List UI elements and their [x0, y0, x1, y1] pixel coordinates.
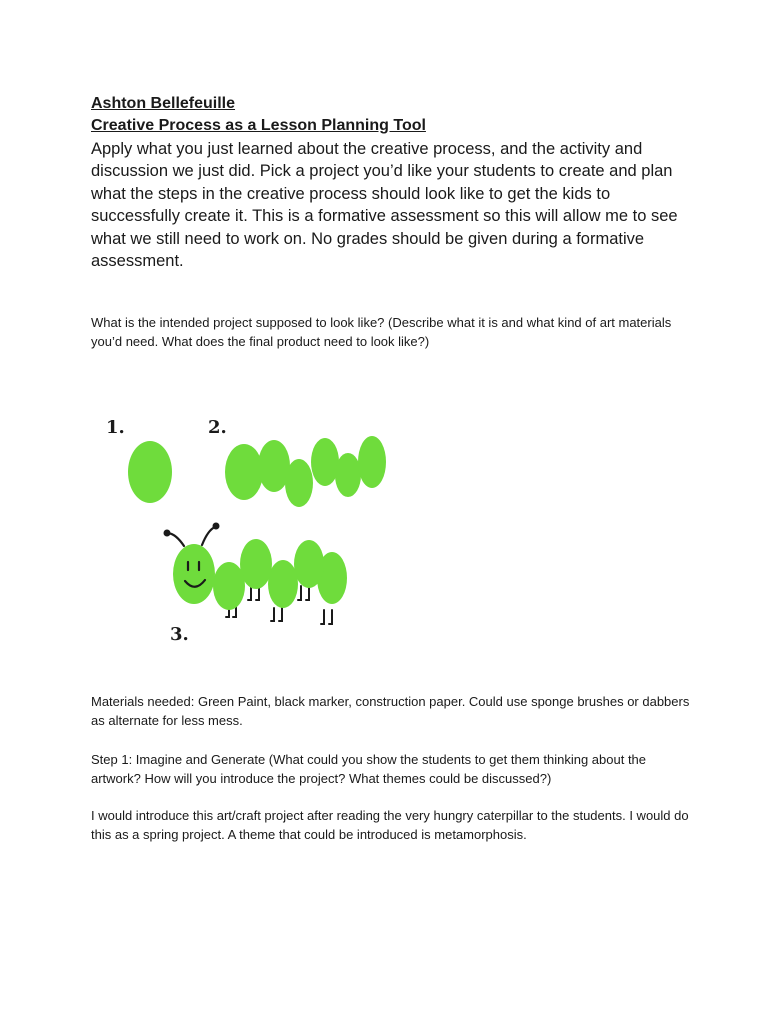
- materials-needed: Materials needed: Green Paint, black marker, construction paper. Could use sponge brushes or dabbers as alternate for less mess.: [91, 694, 690, 728]
- caterpillar-step3: [164, 523, 348, 625]
- step1-question: Step 1: Imagine and Generate (What could you show the students to get them thinking about the artwork? How will you introduce the project? What themes could be discussed?): [91, 752, 647, 786]
- author-name: Ashton Bellefeuille: [91, 95, 236, 112]
- step-label-3: 3.: [170, 624, 189, 645]
- step-label-1: 1.: [106, 417, 125, 438]
- caterpillar-illustration: [96, 400, 396, 650]
- question-project-description: What is the intended project supposed to look like? (Describe what it is and what kind of art materials you’d need. What does the final product need to look like?): [91, 315, 672, 349]
- step-label-2: 2.: [208, 417, 227, 438]
- fingerprint-step1: [128, 441, 172, 503]
- intro-paragraph: Apply what you just learned about the creative process, and the activity and discussion we just did. Pick a project you’d like your students to create and plan what the steps in the creative process should look like to get the kids to successfully create it. This is a formative assessment so this will allow me to see what we still need to work on. No grades should be given during a formative assessment.: [91, 140, 678, 271]
- step1-answer: I would introduce this art/craft project after reading the very hungry caterpillar to the students. I would do this as a spring project. A theme that could be introduced is metamorphosis.: [91, 808, 689, 842]
- document-title: Creative Process as a Lesson Planning Tool: [91, 117, 426, 134]
- fingerprint-row-step2: [225, 436, 386, 507]
